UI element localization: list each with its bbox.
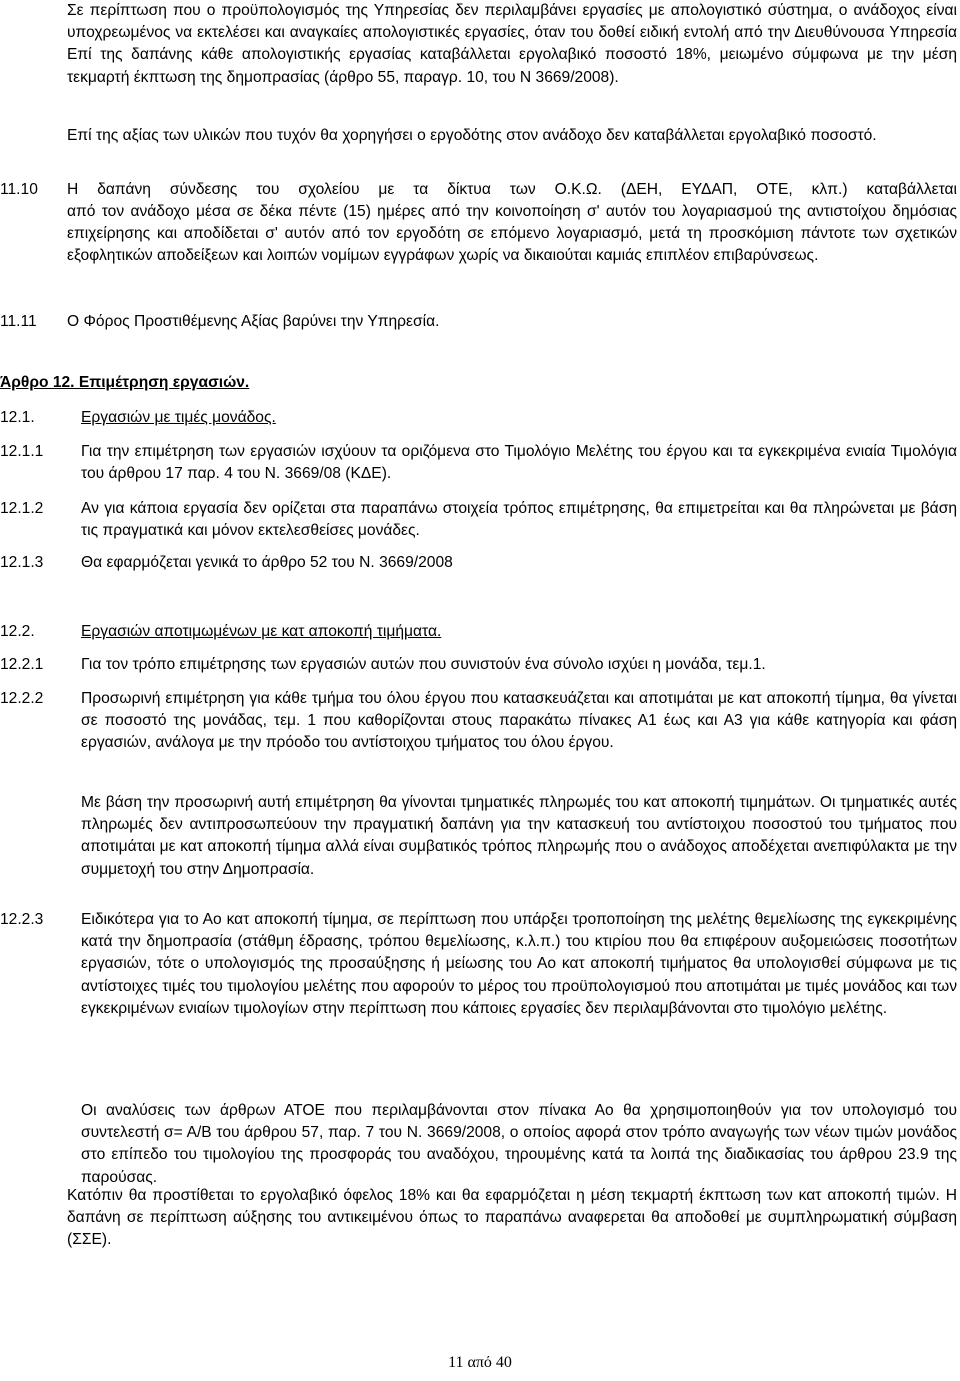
page-number: 11 από 40 — [448, 1354, 512, 1371]
section-number: 12.2. — [0, 623, 35, 640]
section-title: Εργασιών αποτιμωμένων με κατ αποκοπή τιμήματα. — [81, 623, 442, 640]
section-text: Αν για κάποια εργασία δεν ορίζεται στα παραπάνω στοιχεία τρόπος επιμέτρησης, θα επιμετρείται και θα πληρώνεται με βάση τις πραγματικά και μόνον εκτελεσθείσες μονάδες. — [81, 500, 957, 540]
section-12-2-3-analyses: Οι αναλύσεις των άρθρων ΑΤΟΕ που περιλαμβάνονται στον πίνακα Αο θα χρησιμοποιηθούν για τον υπολογισμό του συντελεστή σ= Α/Β του άρθρου 57, παρ. 7 του Ν. 3669/2008, ο οποίος αφορά στον τρόπο αναγωγής των νέων τιμών μονάδος στο επίπεδο του τιμολογίου της προσφοράς του αναδόχου, τηρουμένης κατά τα λοιπά της διαδικασίας του άρθρου 23.9 της παρούσας. — [81, 1102, 957, 1186]
section-text: Για την επιμέτρηση των εργασιών ισχύουν τα οριζόμενα στο Τιμολόγιο Μελέτης του έργου και τα εγκεκριμένα ενιαία Τιμολόγια του άρθρου 17 παρ. 4 του Ν. 3669/08 (ΚΔΕ). — [81, 443, 957, 483]
paragraph-closing: Κατόπιν θα προστίθεται το εργολαβικό όφελος 18% και θα εφαρμόζεται η μέση τεκμαρτή έκπτωση των κατ αποκοπή τιμών. Η δαπάνη σε περίπτωση αύξησης του αντικειμένου όπως το παραπάνω αναφερεται θα αποδοθεί με συμπληρωματική σύμβαση (ΣΣΕ). — [67, 1187, 957, 1249]
section-number: 11.11 — [0, 313, 37, 330]
section-number: 11.10 — [0, 181, 38, 198]
section-text: Προσωρινή επιμέτρηση για κάθε τμήμα του όλου έργου που κατασκευάζεται και αποτιμάται με κατ αποκοπή τίμημα, θα γίνεται σε ποσοστό της μονάδας, τεμ. 1 που καθορίζονται στους παρακάτω πίνακες Α1 έως και Α3 για κάθε κατηγορία και φάση εργασιών, ανάλογα με την πρόοδο του αντίστοιχου τμήματος του όλου έργου. — [81, 690, 957, 752]
paragraph-cost-accounting: Σε περίπτωση που ο προϋπολογισμός της Υπηρεσίας δεν περιλαμβάνει εργασίες με απολογιστικό σύστημα, ο ανάδοχος είναι υποχρεωμένος να εκτελέσει και αναγκαίες απολογιστικές εργασίες, όταν του δοθεί ειδική εντολή από την Διευθύνουσα Υπηρεσία Επί της δαπάνης κάθε απολογιστικής εργασίας καταβάλλεται εργολαβικό ποσοστό 18%, μειωμένο σύμφωνα με την μέση τεκμαρτή έκπτωση της δημοπρασίας (άρθρο 55, παραγρ. 10, του Ν 3669/2008). — [67, 2, 957, 86]
section-number: 12.1.1 — [0, 443, 44, 460]
section-text: Θα εφαρμόζεται γενικά το άρθρο 52 του Ν. 3669/2008 — [81, 554, 453, 571]
article-title: Άρθρο 12. Επιμέτρηση εργασιών. — [0, 374, 250, 391]
paragraph-materials: Επί της αξίας των υλικών που τυχόν θα χορηγήσει ο εργοδότης στον ανάδοχο δεν καταβάλλεται εργολαβικό ποσοστό. — [67, 127, 877, 144]
section-number: 12.2.1 — [0, 656, 44, 673]
section-number: 12.1. — [0, 409, 35, 426]
section-number: 12.2.3 — [0, 911, 44, 928]
section-number: 12.1.3 — [0, 554, 44, 571]
section-text-first-line: Η δαπάνη σύνδεσης του σχολείου με τα δίκτυα των Ο.Κ.Ω. (ΔΕΗ, ΕΥΔΑΠ, ΟΤΕ, κλπ.) καταβάλλεται — [67, 181, 957, 198]
section-text: Ο Φόρος Προστιθέμενης Αξίας βαρύνει την Υπηρεσία. — [67, 313, 440, 330]
section-number: 12.2.2 — [0, 690, 44, 707]
section-text: Ειδικότερα για το Αο κατ αποκοπή τίμημα, σε περίπτωση που υπάρξει τροποποίηση της μελέτης θεμελίωσης της εγκεκριμένης κατά την δημοπρασία (στάθμη έδρασης, τρόπου θεμελίωσης, κ.λ.π.) του κτιρίου που θα επιφέρουν αυξομειώσεις ποσοτήτων εργασιών, τότε ο υπολογισμός της προσαύξησης ή μείωσης του Αο κατ αποκοπή τιμήματος θα υπολογισθεί σύμφωνα με τις αντίστοιχες τιμές του τιμολογίου μελέτης που αφορούν το μέρος του προϋπολογισμού που αποτιμάται με τιμές μονάδος και των εγκεκριμένων ενιαίων τιμολογίων στην περίπτωση που κάποιες εργασίες δεν περιλαμβάνονται στο τιμολόγιο μελέτης. — [81, 911, 957, 1017]
section-title: Εργασιών με τιμές μονάδος. — [81, 409, 276, 426]
section-text: Για τον τρόπο επιμέτρησης των εργασιών αυτών που συνιστούν ένα σύνολο ισχύει η μονάδα, τεμ.1. — [81, 656, 766, 673]
section-number: 12.1.2 — [0, 500, 44, 517]
section-12-2-2-payments: Με βάση την προσωρινή αυτή επιμέτρηση θα γίνονται τμηματικές πληρωμές του κατ αποκοπή τιμημάτων. Οι τμηματικές αυτές πληρωμές δεν αντιπροσωπεύουν την πραγματική δαπάνη για την κατασκευή του αντίστοιχου ποσοστού του τμήματος που αποτιμάται με κατ αποκοπή τίμημα αλλά είναι συμβατικός τρόπος πληρωμής που ο ανάδοχος αποδέχεται ανεπιφύλακτα με την συμμετοχή του στην Δημοπρασία. — [81, 794, 957, 878]
section-11-10-text: από τον ανάδοχο μέσα σε δέκα πέντε (15) ημέρες από την κοινοποίηση σ' αυτόν του λογαριασμού της αντιστοίχου δημόσιας επιχείρησης και αποδίδεται σ' αυτόν από τον εργοδότη σε επόμενο λογαριασμό, μετά τη προσκόμιση πάντοτε των σχετικών εξοφλητικών αποδείξεων και λοιπών νομίμων εγγράφων χωρίς να δικαιούται καμιάς επιπλέον επιβαρύνσεως. — [67, 203, 957, 265]
